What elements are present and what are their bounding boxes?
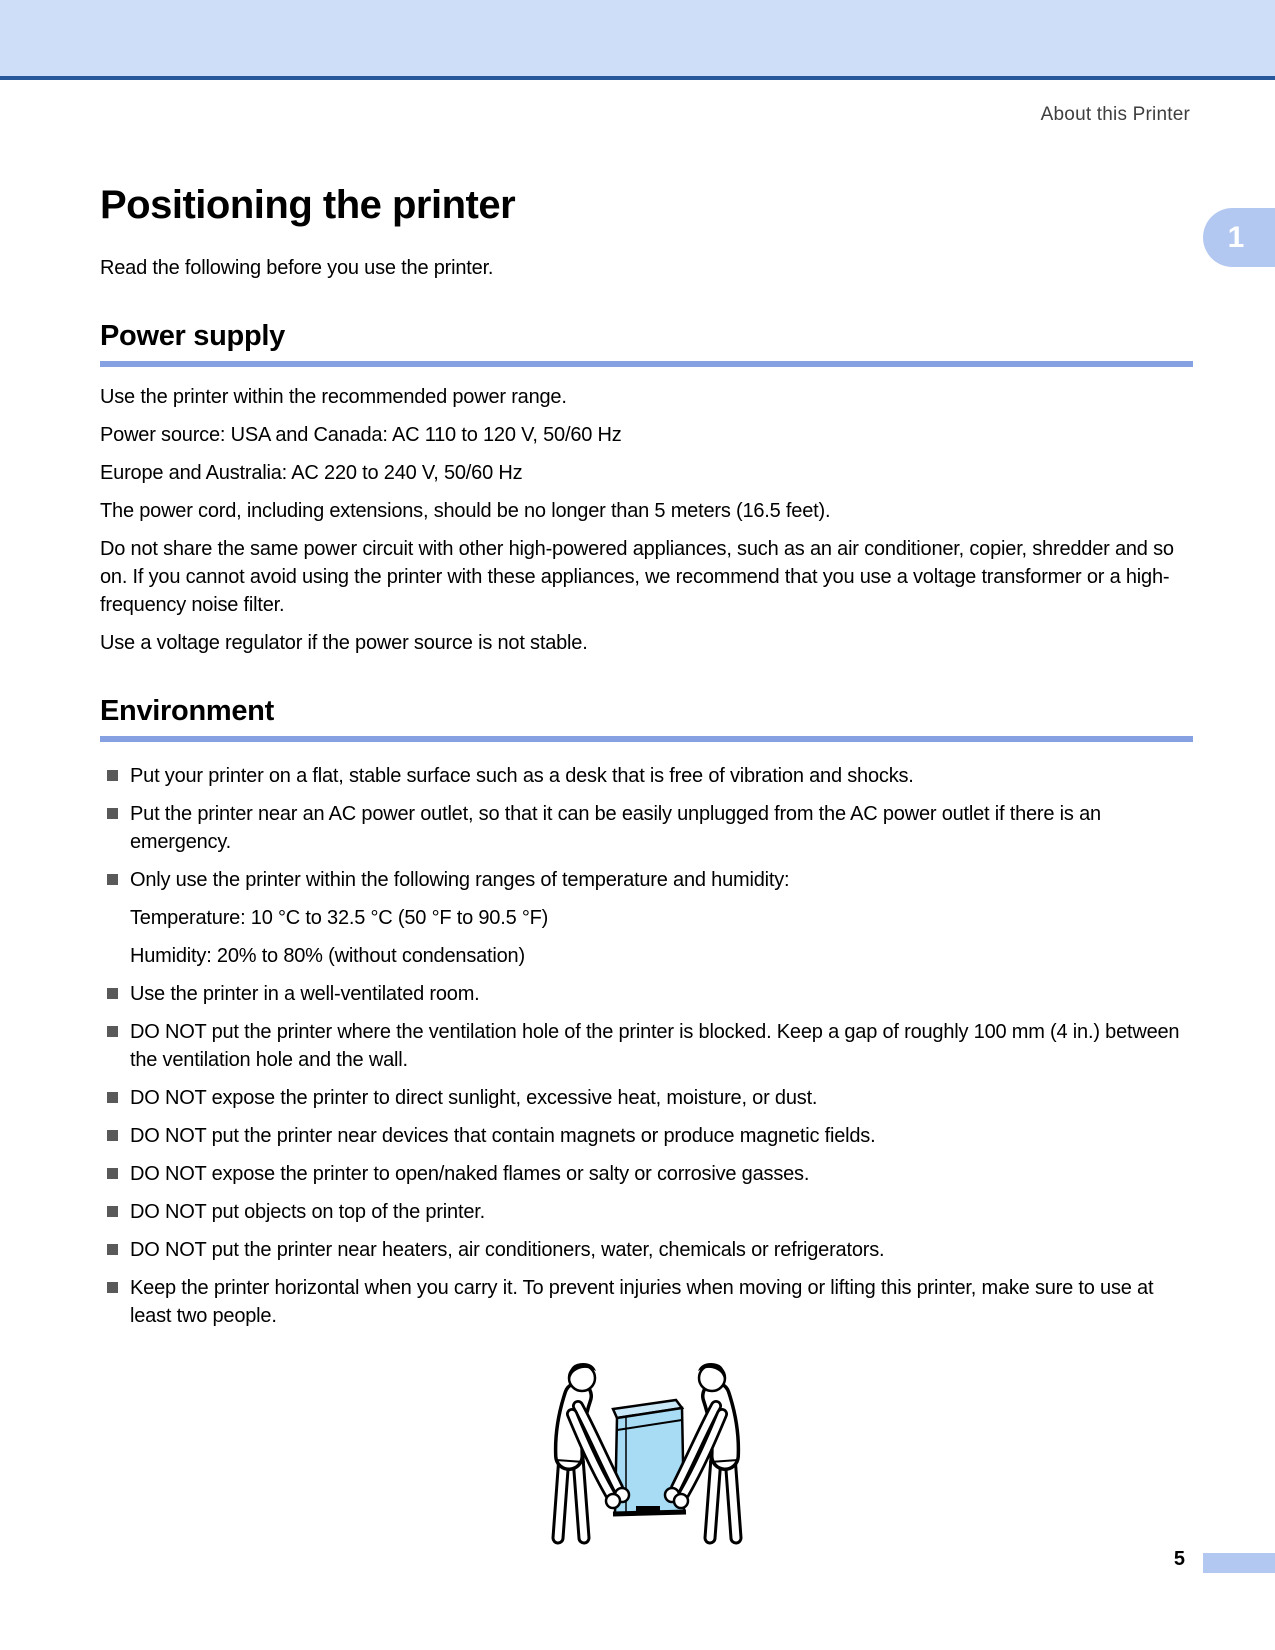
bullet-item	[100, 1018, 1193, 1074]
paragraph: Do not share the same power circuit with other high-powered appliances, such as an air conditioner, copier, shredder and so on. If you cannot avoid using the printer with these appliances, we recommend that you use a voltage transformer or a high-frequency noise filter.	[100, 538, 1174, 616]
environment-bullet-list	[100, 762, 1193, 1330]
bullet-text: DO NOT put the printer near devices that contain magnets or produce magnetic fields.	[130, 1125, 876, 1147]
footer-accent-bar	[1203, 1553, 1275, 1573]
bullet-text: DO NOT put the printer near heaters, air conditioners, water, chemicals or refrigerators.	[130, 1239, 885, 1261]
bullet-text: Only use the printer within the following ranges of temperature and humidity:	[130, 869, 790, 891]
intro-text: Read the following before you use the printer.	[100, 257, 494, 279]
humidity-range-line: Humidity: 20% to 80% (without condensation)	[130, 945, 525, 967]
chapter-number: 1	[1227, 220, 1245, 254]
bullet-text: Keep the printer horizontal when you carry it. To prevent injuries when moving or lifting this printer, make sure to use at least two people.	[130, 1277, 1154, 1327]
bullet-item	[100, 1198, 1193, 1226]
header-band	[0, 0, 1275, 80]
square-bullet-icon	[107, 1206, 118, 1217]
square-bullet-icon	[107, 1168, 118, 1179]
bullet-text: DO NOT put the printer where the ventilation hole of the printer is blocked. Keep a gap of roughly 100 mm (4 in.) between the ventilation hole and the wall.	[130, 1021, 1180, 1071]
square-bullet-icon	[107, 770, 118, 781]
bullet-item	[100, 1236, 1193, 1264]
bullet-text: Put the printer near an AC power outlet, so that it can be easily unplugged from the AC power outlet if there is an emergency.	[130, 803, 1101, 853]
bullet-text: DO NOT expose the printer to open/naked flames or salty or corrosive gasses.	[130, 1163, 810, 1185]
square-bullet-icon	[107, 988, 118, 999]
temperature-range-line: Temperature: 10 °C to 32.5 °C (50 °F to 90.5 °F)	[130, 907, 549, 929]
bullet-text: DO NOT put objects on top of the printer.	[130, 1201, 485, 1223]
paragraph: Use a voltage regulator if the power source is not stable.	[100, 632, 588, 654]
bullet-item	[100, 1274, 1193, 1330]
bullet-item	[100, 1122, 1193, 1150]
square-bullet-icon	[107, 874, 118, 885]
page-content	[100, 183, 1193, 1546]
section-heading-power-supply: Power supply	[100, 320, 1193, 367]
bullet-item	[100, 866, 1193, 970]
square-bullet-icon	[107, 1130, 118, 1141]
bullet-text: Use the printer in a well-ventilated room.	[130, 983, 480, 1005]
square-bullet-icon	[107, 808, 118, 819]
paragraph: Power source: USA and Canada: AC 110 to 120 V, 50/60 Hz	[100, 424, 622, 446]
two-people-carrying-printer-illustration	[100, 1356, 1193, 1546]
square-bullet-icon	[107, 1244, 118, 1255]
bullet-item	[100, 800, 1193, 856]
bullet-item	[100, 980, 1193, 1008]
square-bullet-icon	[107, 1282, 118, 1293]
bullet-text: DO NOT expose the printer to direct sunlight, excessive heat, moisture, or dust.	[130, 1087, 818, 1109]
running-header: About this Printer	[1040, 104, 1190, 125]
bullet-item	[100, 1160, 1193, 1188]
paragraph: The power cord, including extensions, should be no longer than 5 meters (16.5 feet).	[100, 500, 831, 522]
bullet-text: Put your printer on a flat, stable surface such as a desk that is free of vibration and shocks.	[130, 765, 914, 787]
page-title: Positioning the printer	[100, 183, 516, 227]
square-bullet-icon	[107, 1092, 118, 1103]
paragraph: Europe and Australia: AC 220 to 240 V, 50/60 Hz	[100, 462, 523, 484]
bullet-item	[100, 762, 1193, 790]
carrying-printer-svg	[514, 1356, 780, 1546]
bullet-item	[100, 1084, 1193, 1112]
square-bullet-icon	[107, 1026, 118, 1037]
chapter-tab	[1203, 208, 1275, 267]
section-environment	[100, 695, 1193, 1546]
power-supply-body	[100, 383, 1193, 657]
page-number: 5	[1173, 1548, 1185, 1570]
paragraph: Use the printer within the recommended power range.	[100, 386, 567, 408]
section-power-supply	[100, 320, 1193, 657]
section-heading-environment: Environment	[100, 695, 1193, 742]
